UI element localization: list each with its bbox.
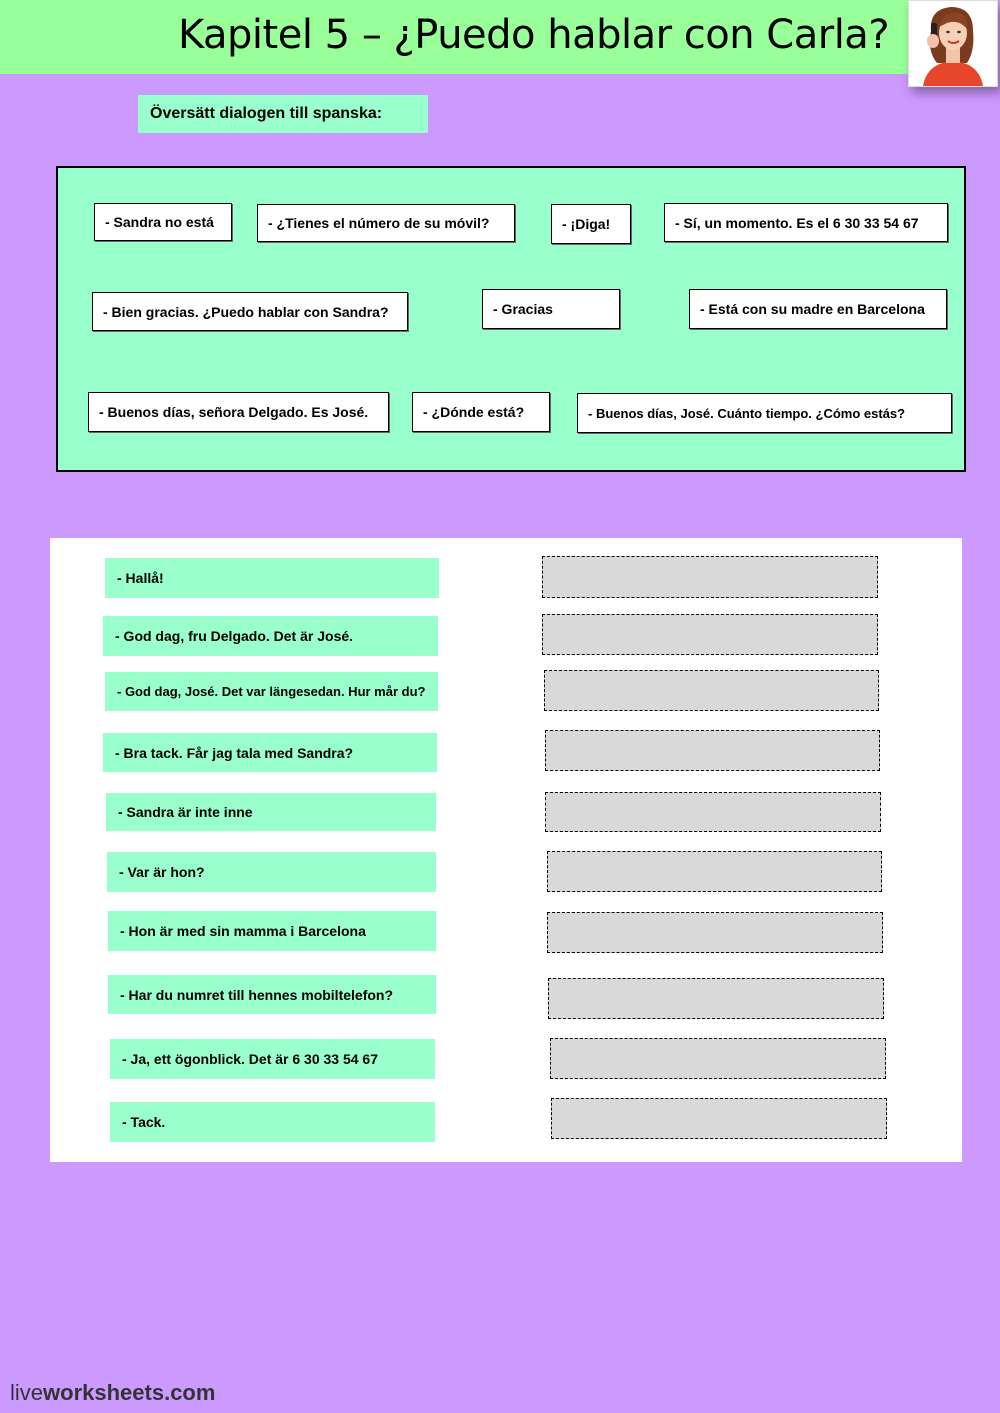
- logo-prefix: live: [10, 1380, 44, 1405]
- swedish-prompt: - Bra tack. Får jag tala med Sandra?: [103, 733, 437, 772]
- word-bank-panel: [56, 166, 966, 472]
- drop-zone[interactable]: [551, 1098, 887, 1139]
- swedish-prompt: - God dag, fru Delgado. Det är José.: [103, 616, 438, 656]
- swedish-prompt: - Ja, ett ögonblick. Det är 6 30 33 54 67: [110, 1039, 435, 1079]
- drop-zone[interactable]: [544, 670, 879, 711]
- answer-chip[interactable]: - Bien gracias. ¿Puedo hablar con Sandra?: [92, 292, 408, 331]
- swedish-prompt: - Har du numret till hennes mobiltelefon?: [108, 975, 436, 1014]
- swedish-prompt: - Hallå!: [105, 558, 439, 598]
- instruction-label: Översätt dialogen till spanska:: [138, 95, 428, 133]
- answer-chip[interactable]: - Está con su madre en Barcelona: [689, 289, 947, 329]
- answer-chip[interactable]: - Gracias: [482, 289, 620, 329]
- logo-suffix: .com: [164, 1380, 216, 1405]
- swedish-prompt: - God dag, José. Det var längesedan. Hur mår du?: [105, 672, 438, 711]
- answer-chip[interactable]: - ¿Tienes el número de su móvil?: [257, 204, 515, 242]
- drop-zone[interactable]: [542, 614, 878, 655]
- swedish-prompt: - Tack.: [110, 1102, 435, 1142]
- swedish-prompt: - Sandra är inte inne: [106, 793, 436, 831]
- exercise-area: [50, 538, 962, 1162]
- answer-chip[interactable]: - ¿Dónde está?: [412, 392, 550, 432]
- answer-chip[interactable]: - Sandra no está: [94, 203, 232, 241]
- answer-chip[interactable]: - Buenos días, José. Cuánto tiempo. ¿Cómo estás?: [577, 393, 952, 433]
- drop-zone[interactable]: [547, 851, 882, 892]
- woman-on-phone-photo: [908, 0, 998, 87]
- logo-brand: worksheets: [43, 1380, 165, 1405]
- answer-chip[interactable]: - ¡Diga!: [551, 204, 631, 244]
- drop-zone[interactable]: [550, 1038, 886, 1079]
- swedish-prompt: - Var är hon?: [107, 852, 436, 892]
- page-title: Kapitel 5 – ¿Puedo hablar con Carla?: [178, 12, 890, 58]
- answer-chip[interactable]: - Buenos días, señora Delgado. Es José.: [88, 392, 389, 432]
- drop-zone[interactable]: [542, 556, 878, 598]
- liveworksheets-logo[interactable]: [10, 1380, 215, 1406]
- drop-zone[interactable]: [545, 792, 881, 832]
- swedish-prompt: - Hon är med sin mamma i Barcelona: [108, 911, 436, 951]
- answer-chip[interactable]: - Sí, un momento. Es el 6 30 33 54 67: [664, 203, 948, 242]
- drop-zone[interactable]: [547, 912, 883, 953]
- drop-zone[interactable]: [545, 730, 880, 771]
- drop-zone[interactable]: [548, 978, 884, 1019]
